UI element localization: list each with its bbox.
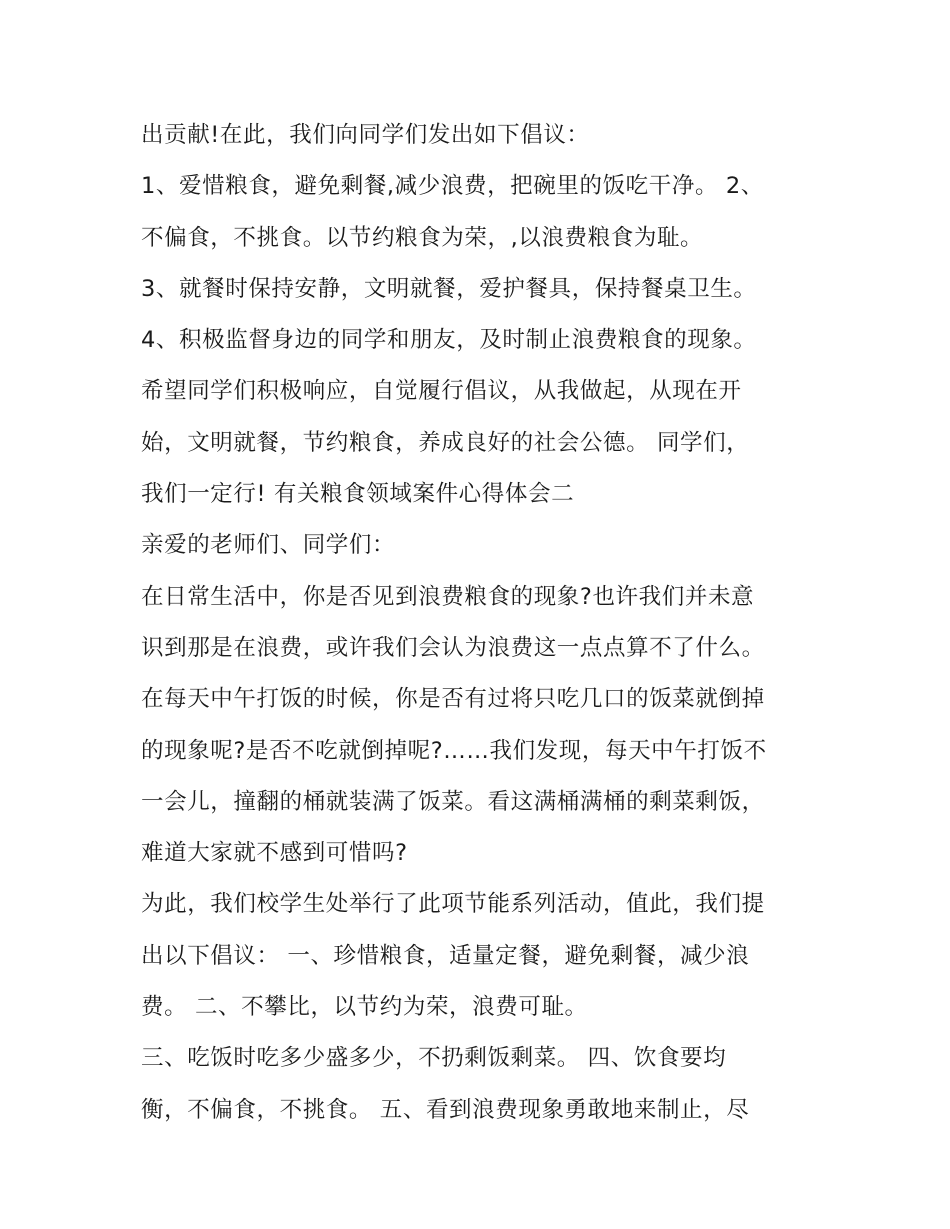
text-line: 不偏食，不挑食。以节约粮食为荣，,以浪费粮食为耻。 (141, 224, 704, 251)
text-line: 三、吃饭时吃多少盛多少，不扔剩饭剩菜。 四、饮食要均 (141, 1045, 727, 1072)
text-line: 费。 二、不攀比，以节约为荣，浪费可耻。 (141, 994, 588, 1021)
text-line: 1、爱惜粮食，避免剩餐,减少浪费，把碗里的饭吃干净。 2、 (141, 173, 764, 200)
text-line: 难道大家就不感到可惜吗? (141, 840, 408, 867)
text-line: 始，文明就餐，节约粮食，养成良好的社会公德。 同学们， (141, 429, 750, 456)
text-line: 在日常生活中，你是否见到浪费粮食的现象?也许我们并未意 (141, 583, 755, 610)
body-text (141, 110, 841, 1136)
text-line: 希望同学们积极响应，自觉履行倡议，从我做起，从现在开 (141, 378, 742, 405)
salutation-line: 亲爱的老师们、同学们： (141, 532, 396, 559)
text-line: 的现象呢?是否不吃就倒掉呢?……我们发现，每天中午打饭不 (141, 737, 767, 764)
text-line: 识到那是在浪费，或许我们会认为浪费这一点点算不了什么。 (141, 634, 765, 661)
text-line: 出贡献!在此，我们向同学们发出如下倡议： (141, 122, 590, 148)
text-line: 衡，不偏食，不挑食。 五、看到浪费现象勇敢地来制止，尽 (141, 1096, 750, 1123)
text-line: 3、就餐时保持安静，文明就餐，爱护餐具，保持餐桌卫生。 (141, 275, 757, 302)
section-heading-line: 我们一定行! 有关粮食领域案件心得体会二 (141, 481, 575, 508)
text-line: 在每天中午打饭的时候，你是否有过将只吃几口的饭菜就倒掉 (141, 686, 765, 713)
text-line: 4、积极监督身边的同学和朋友，及时制止浪费粮食的现象。 (141, 327, 757, 354)
text-line: 为此，我们校学生处举行了此项节能系列活动，值此，我们提 (141, 891, 765, 918)
text-line: 一会儿，撞翻的桶就装满了饭菜。看这满桶满桶的剩菜剩饭， (141, 788, 765, 815)
text-line: 出以下倡议： 一、珍惜粮食，适量定餐，避免剩餐，减少浪 (141, 942, 750, 969)
